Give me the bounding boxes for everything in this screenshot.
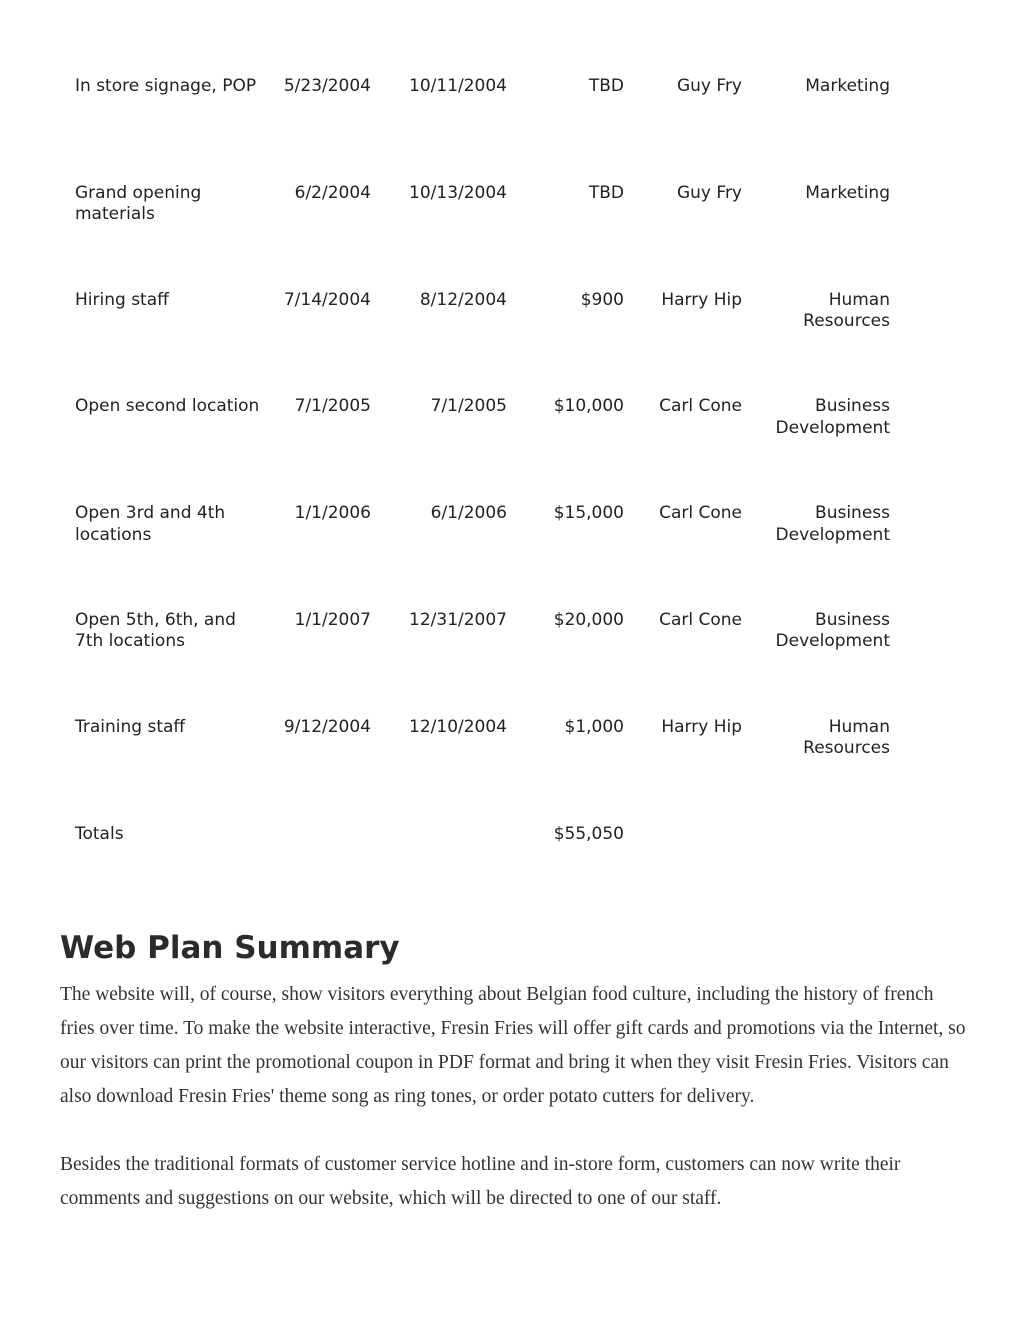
table-row [75,503,915,610]
table-row [75,396,915,503]
table-row [75,76,915,183]
start-date: 7/14/2004 [283,289,371,310]
budget: $900 [580,289,624,310]
department: Business Development [775,503,890,545]
budget: TBD [588,76,624,96]
milestone-name: Grand opening materials [75,182,202,225]
end-date: 12/10/2004 [409,716,507,737]
start-date: 6/2/2004 [294,182,371,203]
milestones-table [75,76,915,930]
total-budget: $55,050 [553,823,624,844]
summary-paragraph: Besides the traditional formats of customer service hotline and in-store form, customers can now write their comments and suggestions on our website, which will be directed to one of our staff. [60,1154,901,1209]
manager: Carl Cone [659,396,742,417]
budget: $15,000 [553,503,624,524]
department: Marketing [805,76,890,96]
end-date: 7/1/2005 [430,396,507,417]
start-date: 9/12/2004 [283,716,371,737]
end-date: 12/31/2007 [409,609,507,630]
milestone-name: Open 5th, 6th, and 7th locations [75,609,236,652]
start-date: 5/23/2004 [283,76,371,96]
end-date: 10/13/2004 [409,182,507,203]
budget: $1,000 [564,716,624,737]
table-row [75,183,915,290]
start-date: 1/1/2006 [294,503,371,524]
manager: Carl Cone [659,609,742,630]
department: Human Resources [803,289,890,332]
end-date: 8/12/2004 [419,289,507,310]
milestone-name: Training staff [75,716,186,737]
department: Marketing [805,182,890,203]
manager: Harry Hip [661,289,742,310]
start-date: 1/1/2007 [294,609,371,630]
summary-body [60,978,970,1250]
budget: $20,000 [553,609,624,630]
manager: Guy Fry [676,182,742,203]
manager: Guy Fry [676,76,742,96]
summary-paragraph: The website will, of course, show visitors everything about Belgian food culture, including the history of french fries over time. To make the website interactive, Fresin Fries will offer gift cards and promotions via the Internet, so our visitors can print the promotional coupon in PDF format and bring it when they visit Fresin Fries. Visitors can also download Fresin Fries' theme song as ring tones, or order potato cutters for delivery. [60,984,966,1107]
end-date: 10/11/2004 [409,76,507,96]
department: Human Resources [803,716,890,759]
totals-label: Totals [75,823,124,844]
section-heading: Web Plan Summary [60,930,400,966]
milestone-name: Open 3rd and 4th locations [75,503,226,545]
manager: Carl Cone [659,503,742,524]
end-date: 6/1/2006 [430,503,507,524]
table-row [75,717,915,824]
department: Business Development [775,609,890,652]
table-row [75,610,915,717]
milestone-name: Hiring staff [75,289,169,310]
budget: $10,000 [553,396,624,417]
start-date: 7/1/2005 [294,396,371,417]
totals-row [75,824,915,931]
manager: Harry Hip [661,716,742,737]
budget: TBD [588,182,624,203]
milestone-name: Open second location [75,396,260,417]
table-row [75,290,915,397]
milestone-name: In store signage, POP [75,76,257,96]
department: Business Development [775,396,890,438]
